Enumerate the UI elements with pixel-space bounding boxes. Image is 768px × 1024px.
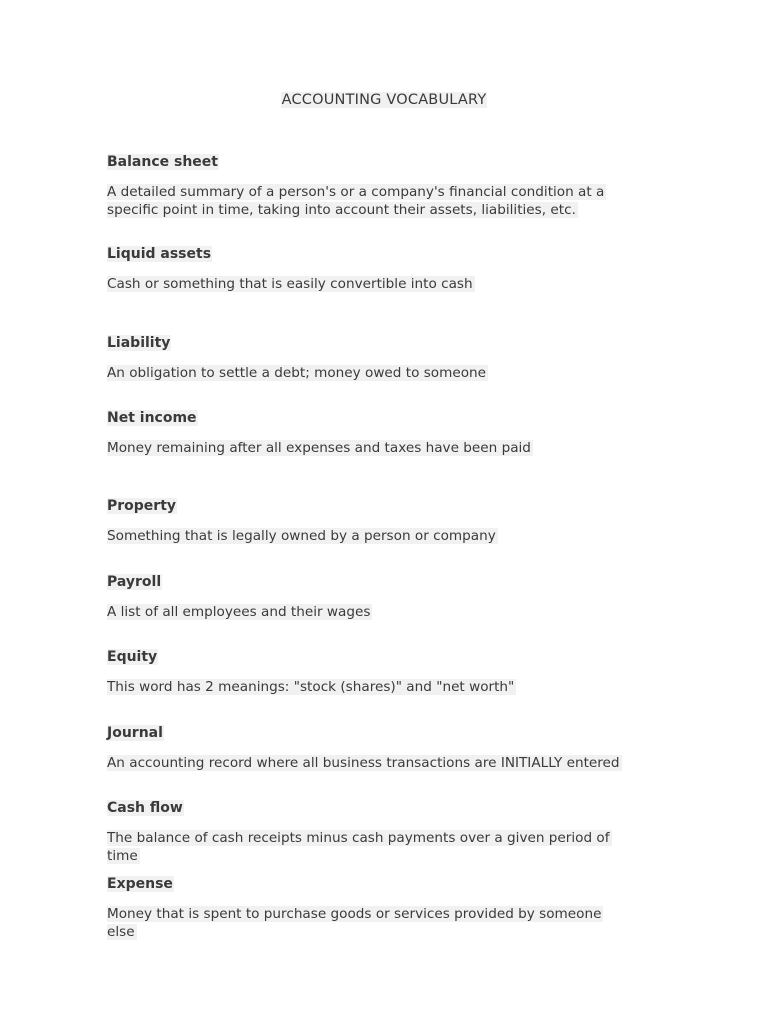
vocab-definition: Money that is spent to purchase goods or services provided by someone else bbox=[107, 906, 602, 940]
vocab-entry-net-income bbox=[107, 409, 667, 457]
document-title bbox=[0, 90, 768, 110]
vocab-term: Cash flow bbox=[107, 800, 183, 816]
vocab-definition: A detailed summary of a person's or a company's financial condition at a specific point in time, taking into account their assets, liabilities, etc. bbox=[107, 184, 605, 218]
vocab-entry-liquid-assets bbox=[107, 245, 667, 293]
vocab-definition: This word has 2 meanings: "stock (shares)" and "net worth" bbox=[107, 679, 515, 695]
vocab-term: Expense bbox=[107, 876, 173, 892]
vocab-definition: Money remaining after all expenses and taxes have been paid bbox=[107, 440, 531, 456]
vocab-entry-equity bbox=[107, 648, 667, 696]
vocab-entry-liability bbox=[107, 334, 667, 382]
vocab-term: Property bbox=[107, 498, 177, 514]
vocab-definition: A list of all employees and their wages bbox=[107, 604, 371, 620]
vocab-entry-property bbox=[107, 497, 667, 545]
vocab-term: Equity bbox=[107, 649, 158, 665]
vocab-term: Liquid assets bbox=[107, 246, 212, 262]
vocab-entry-balance-sheet bbox=[107, 153, 667, 219]
vocab-definition: Something that is legally owned by a person or company bbox=[107, 528, 496, 544]
vocab-term: Payroll bbox=[107, 574, 162, 590]
vocab-entry-expense bbox=[107, 875, 667, 941]
vocab-definition: The balance of cash receipts minus cash payments over a given period of time bbox=[107, 830, 610, 864]
vocab-definition: Cash or something that is easily convertible into cash bbox=[107, 276, 473, 292]
vocab-definition: An obligation to settle a debt; money owed to someone bbox=[107, 365, 487, 381]
document-title-text: ACCOUNTING VOCABULARY bbox=[281, 92, 487, 108]
vocab-entry-payroll bbox=[107, 573, 667, 621]
vocab-term: Balance sheet bbox=[107, 154, 218, 170]
vocab-definition: An accounting record where all business transactions are INITIALLY entered bbox=[107, 755, 620, 771]
vocab-term: Net income bbox=[107, 410, 197, 426]
vocab-entry-journal bbox=[107, 724, 667, 772]
vocab-entry-cash-flow bbox=[107, 799, 667, 865]
vocab-term: Liability bbox=[107, 335, 171, 351]
vocab-term: Journal bbox=[107, 725, 163, 741]
